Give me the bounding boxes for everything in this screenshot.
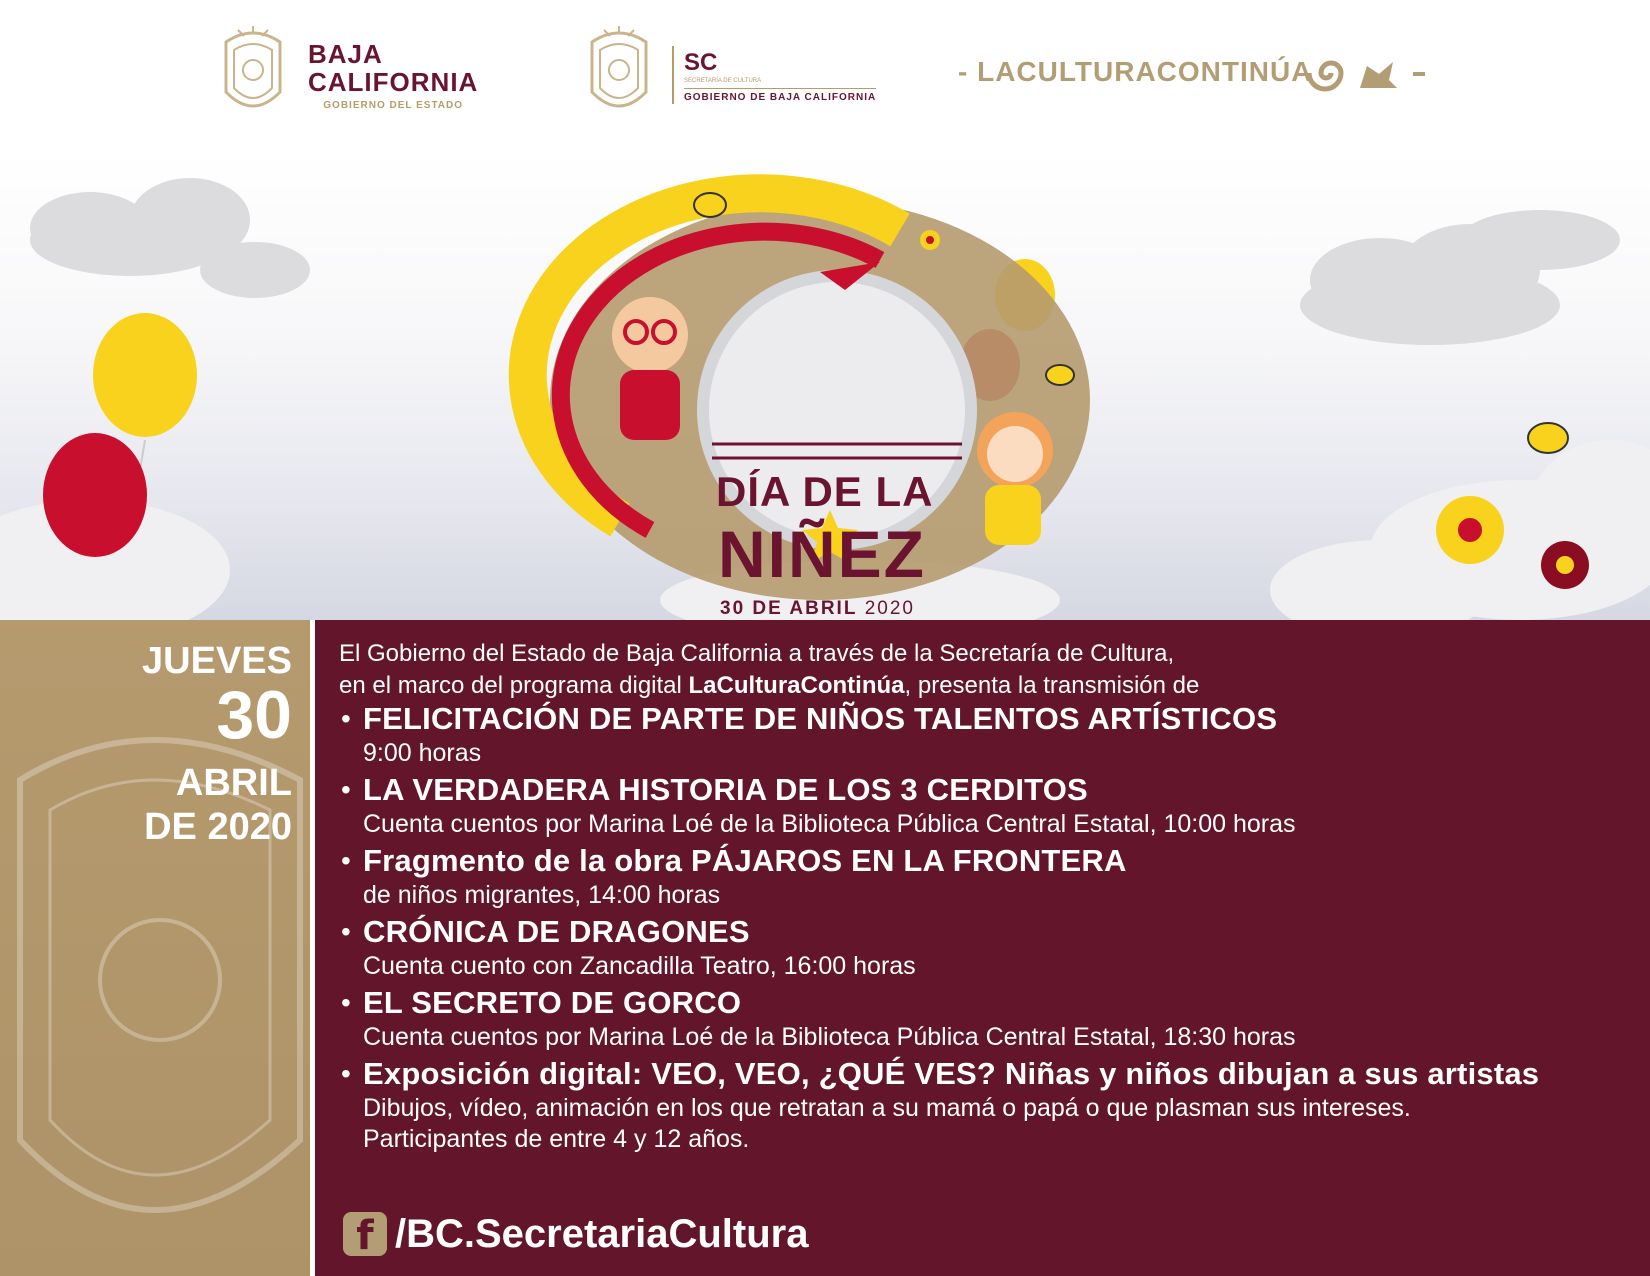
list-item	[339, 984, 1639, 1053]
programme-panel	[315, 620, 1650, 1276]
item-title: • Exposición digital: VEO, VEO, ¿QUÉ VES? Niñas y niños dibujan a sus artistas	[363, 1056, 1540, 1091]
list-item	[339, 771, 1639, 840]
balloon-icon	[43, 433, 147, 557]
list-item	[339, 842, 1639, 911]
facebook-handle[interactable]: /BC.SecretariaCultura	[395, 1212, 809, 1256]
flower-icon	[1436, 496, 1504, 564]
item-detail: Dibujos, vídeo, animación en los que retratan a su mamá o papá o que plasman sus intereses.	[363, 1094, 1411, 1122]
balloon-icon	[93, 313, 197, 437]
list-item	[339, 913, 1639, 982]
item-detail: de niños migrantes, 14:00 horas	[363, 881, 721, 909]
bee-icon	[1046, 365, 1074, 385]
year: DE 2020	[144, 806, 292, 848]
event-title-line2: NIÑEZ	[718, 517, 926, 591]
item-title: • LA VERDADERA HISTORIA DE LOS 3 CERDITOS	[363, 772, 1088, 807]
cloud-icon	[1300, 210, 1620, 345]
intro-line2	[339, 670, 1629, 702]
month: ABRIL	[175, 762, 292, 804]
bee-icon	[694, 193, 726, 217]
baja-california-seal-icon	[218, 22, 288, 122]
item-detail-extra: Participantes de entre 4 y 12 años.	[363, 1125, 750, 1153]
item-detail: Cuenta cuentos por Marina Loé de la Biblioteca Pública Central Estatal, 10:00 horas	[363, 810, 1296, 838]
item-title: • FELICITACIÓN DE PARTE DE NIÑOS TALENTOS ARTÍSTICOS	[363, 701, 1278, 736]
list-item	[339, 700, 1639, 769]
baja-california-logo	[308, 40, 478, 111]
event-banner	[0, 150, 1650, 620]
intro-text	[339, 638, 1629, 702]
flower-icon	[920, 230, 940, 250]
logo-line-gobierno: GOBIERNO DEL ESTADO	[323, 100, 464, 111]
intro-line2-post: , presenta la transmisión de	[904, 672, 1200, 699]
secretaria-cultura-logo	[684, 50, 876, 103]
dash-icon	[1413, 72, 1425, 76]
logo-line-california: CALIFORNIA	[308, 67, 479, 97]
facebook-icon[interactable]: f	[343, 1212, 387, 1256]
header	[0, 0, 1650, 150]
bee-icon	[1528, 423, 1568, 453]
item-title: • Fragmento de la obra PÁJAROS EN LA FRONTERA	[363, 843, 1127, 878]
list-item	[339, 1055, 1639, 1155]
secretaria-cultura-seal-icon	[584, 22, 654, 122]
campaign-logo: - LACULTURACONTINÚA	[958, 56, 1313, 87]
intro-program-name: LaCulturaContinúa	[688, 672, 905, 699]
logo-line-baja: BAJA	[308, 39, 383, 69]
item-detail: Cuenta cuentos por Marina Loé de la Biblioteca Pública Central Estatal, 18:30 horas	[363, 1023, 1296, 1051]
item-title: • EL SECRETO DE GORCO	[363, 985, 742, 1020]
sc-abbreviation: SC	[684, 49, 718, 76]
sc-small-text: SECRETARÍA DE CULTURA	[684, 78, 762, 84]
event-date-year: 2020	[864, 598, 915, 619]
event-title-line1: DÍA DE LA	[716, 468, 934, 515]
item-detail: Cuenta cuento con Zancadilla Teatro, 16:00 horas	[363, 952, 916, 980]
item-title: • CRÓNICA DE DRAGONES	[363, 914, 750, 949]
flower-icon	[1541, 541, 1589, 589]
logo-divider	[672, 46, 674, 104]
event-date	[720, 598, 915, 620]
animal-icon	[1360, 62, 1397, 88]
intro-line1: El Gobierno del Estado de Baja California a través de la Secretaría de Cultura,	[339, 640, 1175, 667]
date-panel	[0, 620, 310, 1276]
day-number: 30	[216, 677, 292, 753]
campaign-icons	[1305, 48, 1435, 98]
programme-list	[339, 700, 1639, 1157]
event-date-day: 30 DE ABRIL	[720, 598, 858, 619]
intro-line2-pre: en el marco del programa digital	[339, 672, 689, 699]
cloud-icon	[30, 178, 310, 298]
item-detail: 9:00 horas	[363, 739, 482, 767]
sc-gobierno-text: GOBIERNO DE BAJA CALIFORNIA	[684, 88, 876, 103]
spiral-icon	[1309, 63, 1341, 89]
day-name: JUEVES	[142, 640, 292, 682]
